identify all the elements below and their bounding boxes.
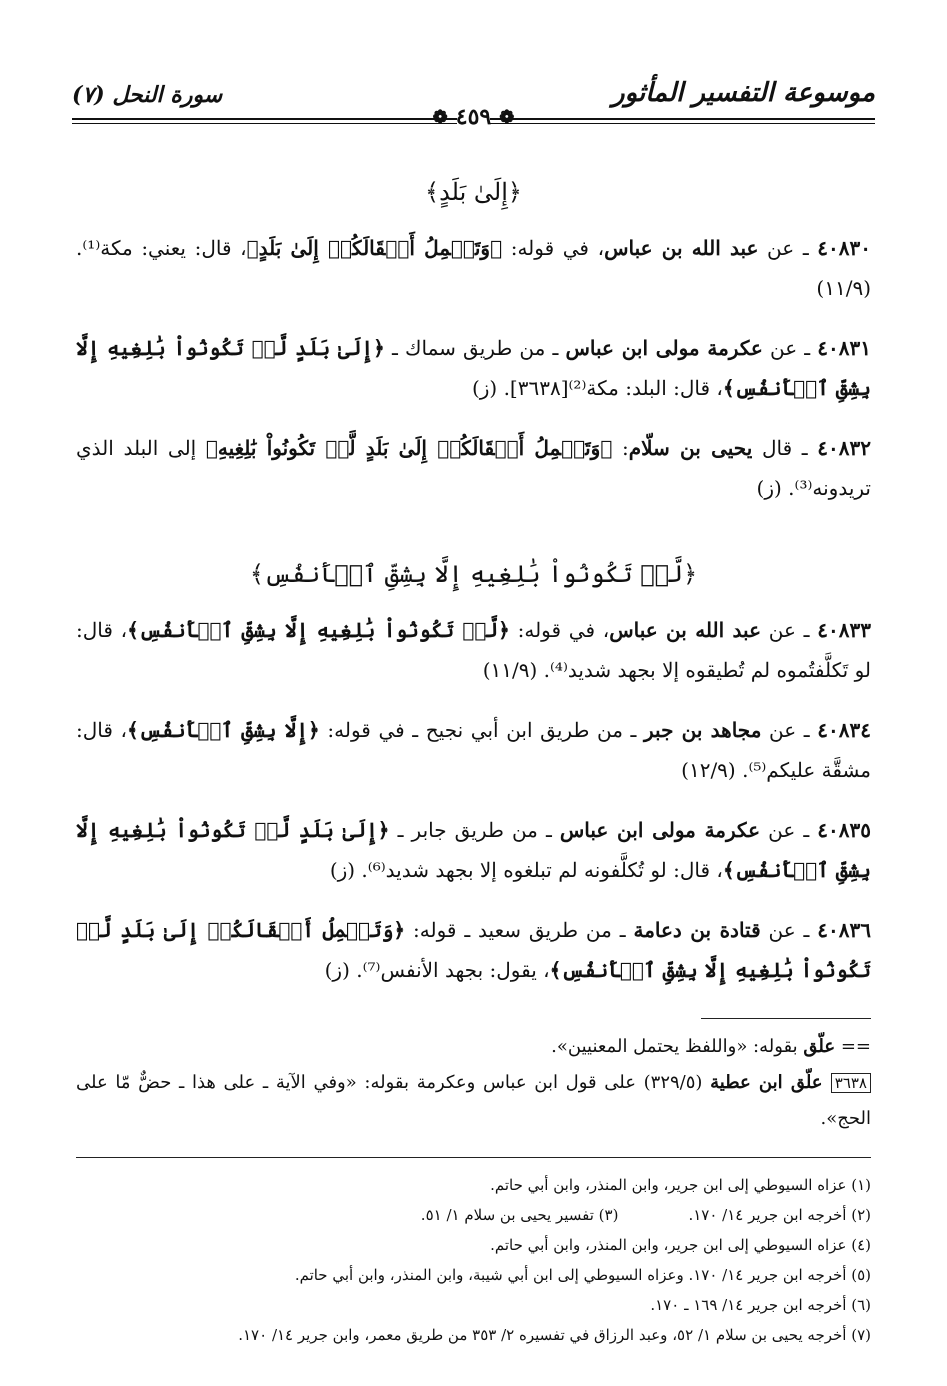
footnote: (٥) أخرجه ابن جرير ١٤/ ١٧٠. وعزاه السيوطي إلى ابن أبي شيبة، وابن المنذر، وابن أبي حاتم. xyxy=(294,1266,871,1284)
narrator-name: قتادة بن دعامة xyxy=(633,918,761,942)
footnote: (٧) أخرجه يحيى بن سلام ١/ ٥٢، وعبد الرزاق في تفسيره ٢/ ٣٥٣ من طريق معمر، وابن جرير ١٤/ ١٧٠. xyxy=(238,1326,871,1344)
page-content xyxy=(76,170,871,1350)
commentary-ref-box: ٣٦٣٨ xyxy=(831,1073,871,1093)
quran-text: ﴿وَتَحۡمِلُ أَثۡقَالَكُمۡ إِلَىٰ بَلَدٍ﴾ xyxy=(246,236,503,260)
entry-number: ٤٠٨٣٢ xyxy=(817,436,871,460)
narration-entry: ٤٠٨٣١ ـ عن عكرمة مولى ابن عباس ـ من طريق سماك ـ ﴿إِلَىٰ بَلَدٍ لَّمۡ تَكُونُواْ بَٰلِغِيهِ إِلَّا بِشِقِّ ٱلۡأَنفُسِ﴾، قال: البلد: مكة⁽²⁾[٣٦٣٨]. (ز) xyxy=(76,336,871,400)
quran-text: ﴿إِلَىٰ بَلَدٍ لَّمۡ تَكُونُواْ بَٰلِغِيهِ إِلَّا بِشِقِّ ٱلۡأَنفُسِ﴾ xyxy=(76,818,871,882)
entry-number: ٤٠٨٣٣ xyxy=(817,618,871,642)
ornament-icon: ❁ xyxy=(432,106,448,128)
footnote: (٣) تفسير يحيى بن سلام ١/ ٥١. xyxy=(420,1206,619,1224)
footnotes xyxy=(76,1170,871,1350)
page-number-block xyxy=(433,104,515,130)
narration-entry: ٤٠٨٣٢ ـ قال يحيى بن سلّام: ﴿وَتَحۡمِلُ أَثۡقَالَكُمۡ إِلَىٰ بَلَدٍ لَّمۡ تَكُونُواْ بَٰلِغِيهِ﴾ إلى البلد الذي تريدونه⁽³⁾. (ز) xyxy=(76,436,871,500)
quran-text: ﴿لَّمۡ تَكُونُواْ بَٰلِغِيهِ إِلَّا بِشِقِّ ٱلۡأَنفُسِ﴾ xyxy=(127,618,510,642)
ornament-icon: ❁ xyxy=(499,106,515,128)
narrator-name: عبد الله بن عباس xyxy=(604,236,759,260)
header-rule-right xyxy=(490,118,875,120)
entry-number: ٤٠٨٣١ xyxy=(817,336,871,360)
section-heading: ﴿لَّمۡ تَكُونُواْ بَٰلِغِيهِ إِلَّا بِشِقِّ ٱلۡأَنفُسِ﴾ xyxy=(249,560,698,588)
narration-entry: ٤٠٨٣٦ ـ عن قتادة بن دعامة ـ من طريق سعيد ـ قوله: ﴿وَتَحۡمِلُ أَثۡقَالَكُمۡ إِلَىٰ بَلَدٍ لَّمۡ تَكُونُواْ بَٰلِغِيهِ إِلَّا بِشِقِّ ٱلۡأَنفُسِ﴾، يقول: بجهد الأنفس⁽⁷⁾. (ز) xyxy=(76,918,871,982)
commentary-line: ٣٦٣٨ علّق ابن عطية (٣٢٩/٥) على قول ابن عباس وعكرمة بقوله: «وفي الآية ـ على هذا ـ حضٌّ مّا على الحج». xyxy=(76,1072,871,1129)
footnote-separator xyxy=(76,1157,871,1158)
book-title: موسوعة التفسير المأثور xyxy=(612,78,875,108)
narrator-name: عكرمة مولى ابن عباس xyxy=(559,818,761,842)
surah-title: سورة النحل (٧) xyxy=(72,82,223,108)
narration-entry: ٤٠٨٣٣ ـ عن عبد الله بن عباس، في قوله: ﴿لَّمۡ تَكُونُواْ بَٰلِغِيهِ إِلَّا بِشِقِّ ٱلۡأَنفُسِ﴾، قال: لو تَكلَّفتُموه لم تُطيقوه إلا بجهد شديد⁽⁴⁾. (١١/٩) xyxy=(76,618,871,682)
footnote: (١) عزاه السيوطي إلى ابن جرير، وابن المنذر، وابن أبي حاتم. xyxy=(490,1176,871,1194)
page-number: ٤٥٩ xyxy=(455,104,492,130)
narrator-name: عكرمة مولى ابن عباس xyxy=(565,336,763,360)
footnote-row xyxy=(76,1200,871,1230)
narrator-name: عبد الله بن عباس xyxy=(609,618,762,642)
narration-entry: ٤٠٨٣٤ ـ عن مجاهد بن جبر ـ من طريق ابن أبي نجيح ـ في قوله: ﴿إِلَّا بِشِقِّ ٱلۡأَنفُسِ﴾، قال: مشقَّة عليكم⁽⁵⁾. (١٢/٩) xyxy=(76,718,871,782)
commentary-block xyxy=(76,1029,871,1137)
entry-number: ٤٠٨٣٦ xyxy=(817,918,871,942)
quran-text: ﴿إِلَىٰ بَلَدٍ لَّمۡ تَكُونُواْ بَٰلِغِيهِ إِلَّا بِشِقِّ ٱلۡأَنفُسِ﴾ xyxy=(76,336,871,400)
narration-entry: ٤٠٨٣٠ ـ عن عبد الله بن عباس، في قوله: ﴿وَتَحۡمِلُ أَثۡقَالَكُمۡ إِلَىٰ بَلَدٍ﴾، قال: يعني: مكة⁽¹⁾. (١١/٩) xyxy=(76,236,871,300)
narrator-name: مجاهد بن جبر xyxy=(644,718,762,742)
footnote: (٤) عزاه السيوطي إلى ابن جرير، وابن المنذر، وابن أبي حاتم. xyxy=(490,1236,871,1254)
footnote: (٦) أخرجه ابن جرير ١٤/ ١٦٩ ـ ١٧٠. xyxy=(650,1296,871,1314)
quran-text: ﴿إِلَّا بِشِقِّ ٱلۡأَنفُسِ﴾ xyxy=(127,718,320,742)
narrator-name: يحيى بن سلّام xyxy=(628,436,753,460)
narration-entry: ٤٠٨٣٥ ـ عن عكرمة مولى ابن عباس ـ من طريق جابر ـ ﴿إِلَىٰ بَلَدٍ لَّمۡ تَكُونُواْ بَٰلِغِيهِ إِلَّا بِشِقِّ ٱلۡأَنفُسِ﴾، قال: لو تُكلَّفونه لم تبلغوه إلا بجهد شديد⁽⁶⁾. (ز) xyxy=(76,818,871,882)
commentary-line: == علّق بقوله: «واللفظ يحتمل المعنيين». xyxy=(551,1036,871,1057)
entry-number: ٤٠٨٣٥ xyxy=(817,818,871,842)
page-header xyxy=(72,68,875,128)
entry-number: ٤٠٨٣٠ xyxy=(817,236,871,260)
header-rule-left xyxy=(72,118,457,120)
entry-number: ٤٠٨٣٤ xyxy=(817,718,871,742)
section-heading: ﴿إِلَىٰ بَلَدٍ﴾ xyxy=(425,178,522,206)
commentary-separator xyxy=(701,1018,871,1019)
footnote: (٢) أخرجه ابن جرير ١٤/ ١٧٠. xyxy=(688,1206,871,1224)
quran-text: ﴿وَتَحۡمِلُ أَثۡقَالَكُمۡ إِلَىٰ بَلَدٍ لَّمۡ تَكُونُواْ بَٰلِغِيهِ إِلَّا بِشِقِّ ٱلۡأَنفُسِ﴾ xyxy=(76,918,871,982)
quran-text: ﴿وَتَحۡمِلُ أَثۡقَالَكُمۡ إِلَىٰ بَلَدٍ لَّمۡ تَكُونُواْ بَٰلِغِيهِ﴾ xyxy=(205,436,613,460)
